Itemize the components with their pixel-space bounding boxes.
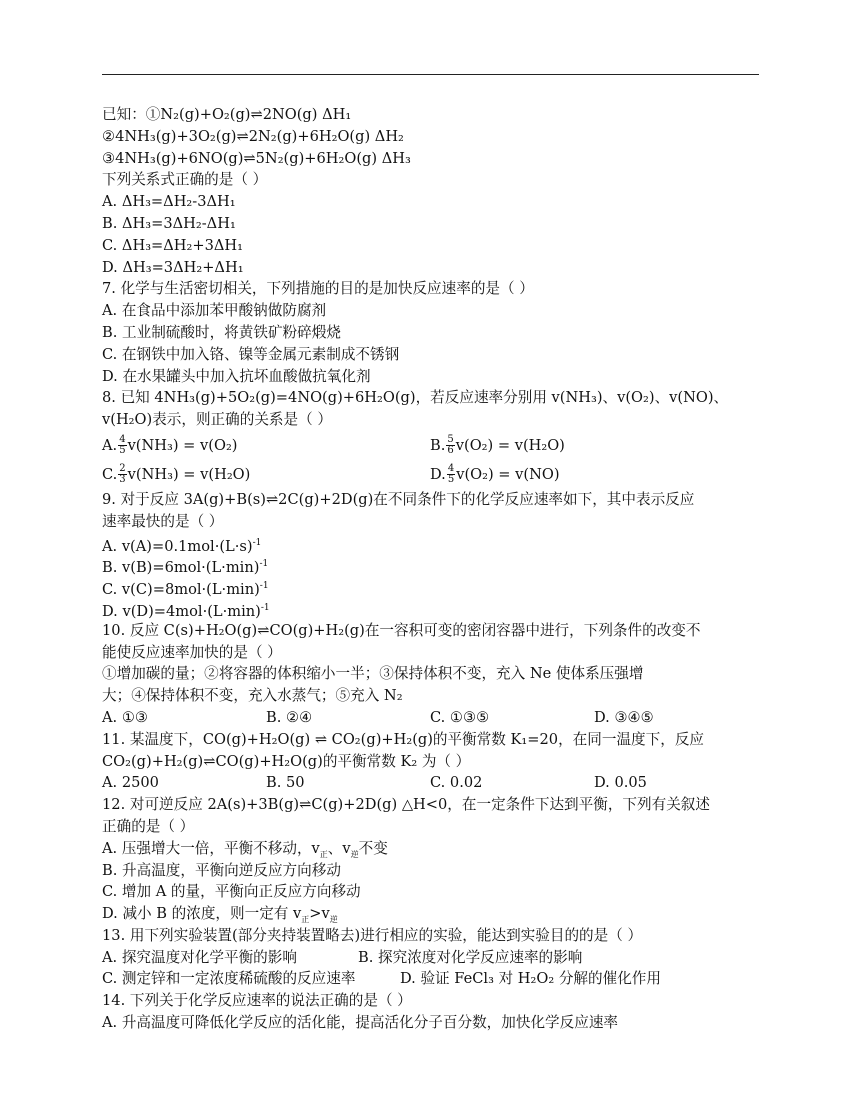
q12-option-b: B. 升高温度，平衡向逆反应方向移动 [102, 861, 341, 879]
q10-options [102, 707, 762, 729]
q11-option-c: C. 0.02 [430, 774, 483, 792]
q6-option-d: D. ΔH₃=3ΔH₂+ΔH₁ [102, 258, 244, 276]
q13-options-row2 [102, 968, 762, 990]
q12-option-c: C. 增加 A 的量，平衡向正反应方向移动 [102, 883, 361, 901]
q9-stem-line1: 9. 对于反应 3A(g)+B(s)⇌2C(g)+2D(g)在不同条件下的化学反应速率如下，其中表示反应 [102, 490, 695, 508]
header-rule [102, 74, 759, 75]
q13-options-row1 [102, 947, 762, 969]
q6-option-c: C. ΔH₃=ΔH₂+3ΔH₁ [102, 236, 244, 254]
q8-option-a: A. $\frac{4}{5}$ v(NH₃) = v(O₂) [102, 434, 238, 457]
q12-stem-line1: 12. 对可逆反应 2A(s)+3B(g)⇌C(g)+2D(g) △H<0，在一定条件下达到平衡，下列有关叙述 [102, 796, 710, 814]
q10-option-c: C. ①③⑤ [430, 708, 490, 726]
q8-option-b: B. $\frac{5}{6}$ v(O₂) = v(H₂O) [430, 434, 565, 457]
q10-option-d: D. ③④⑤ [594, 708, 654, 726]
q8-options-row1 [102, 431, 762, 460]
q9-option-b: B. $v(B)=6mol\cdot(L\cdot\min)^{-1}$ [102, 559, 269, 577]
q8-fraction-a: $\frac{4}{5}$ [119, 434, 126, 457]
q13-option-a: A. 探究温度对化学平衡的影响 [102, 948, 297, 966]
q13-option-b: B. 探究浓度对化学反应速率的影响 [358, 948, 583, 966]
q14-stem: 14. 下列关于化学反应速率的说法正确的是（ ） [102, 992, 412, 1010]
q11-stem-line2: CO₂(g)+H₂(g)⇌CO(g)+H₂O(g)的平衡常数 K₂ 为（ ） [102, 752, 471, 770]
q7-stem: 7. 化学与生活密切相关，下列措施的目的是加快反应速率的是（ ） [102, 280, 534, 298]
q10-conditions-line1: ①增加碳的量；②将容器的体积缩小一半；③保持体积不变，充入 Ne 使体系压强增 [102, 665, 644, 683]
q11-option-a: A. 2500 [102, 774, 159, 792]
q11-stem-line1: 11. 某温度下，CO(g)+H₂O(g) ⇌ CO₂(g)+H₂(g)的平衡常数 K₁=20，在同一温度下，反应 [102, 730, 705, 748]
q10-conditions-line2: 大；④保持体积不变，充入水蒸气；⑤充入 N₂ [102, 687, 403, 705]
q6-option-b: B. ΔH₃=3ΔH₂-ΔH₁ [102, 214, 236, 232]
q13-option-c: C. 测定锌和一定浓度稀硫酸的反应速率 [102, 970, 356, 988]
q9-stem-line2: 速率最快的是（ ） [102, 512, 224, 530]
q7-option-a: A. 在食品中添加苯甲酸钠做防腐剂 [102, 302, 327, 320]
q10-option-a: A. ①③ [102, 708, 148, 726]
q6-eq3: ③4NH₃(g)+6NO(g)⇌5N₂(g)+6H₂O(g) ΔH₃ [102, 149, 411, 167]
q8-options-row2 [102, 460, 762, 489]
q8-stem-line2: v(H₂O)表示，则正确的关系是（ ） [102, 411, 332, 429]
q9-option-c: C. $v(C)=8mol\cdot(L\cdot\min)^{-1}$ [102, 581, 269, 598]
q7-option-d: D. 在水果罐头中加入抗坏血酸做抗氧化剂 [102, 367, 371, 385]
q6-option-a: A. ΔH₃=ΔH₂-3ΔH₁ [102, 193, 236, 211]
q6-intro: 已知：①N₂(g)+O₂(g)⇌2NO(g) ΔH₁ [102, 106, 352, 123]
q8-fraction-b: $\frac{5}{6}$ [447, 434, 454, 457]
q9-option-d: D. $v(D)=4mol\cdot(L\cdot\min)^{-1}$ [102, 602, 270, 620]
q6-stem: 下列关系式正确的是（ ） [102, 171, 268, 189]
q8-option-d: D. $\frac{4}{5}$ v(O₂) = v(NO) [430, 463, 560, 486]
q7-option-b: B. 工业制硫酸时，将黄铁矿粉碎煅烧 [102, 323, 341, 341]
q10-stem-line1: 10. 反应 C(s)+H₂O(g)⇌CO(g)+H₂(g)在一容积可变的密闭容器中进行，下列条件的改变不 [102, 621, 701, 639]
q12-stem-line2: 正确的是（ ） [102, 817, 195, 835]
q14-option-a: A. 升高温度可降低化学反应的活化能，提高活化分子百分数，加快化学反应速率 [102, 1014, 619, 1032]
q13-option-d: D. 验证 FeCl₃ 对 H₂O₂ 分解的催化作用 [400, 970, 661, 988]
q10-stem-line2: 能使反应速率加快的是（ ） [102, 643, 282, 661]
q12-option-a: A. 压强增大一倍，平衡不移动，$v_正$、$v_逆$不变 [102, 839, 388, 859]
q8-option-c: C. $\frac{2}{3}$ v(NH₃) = v(H₂O) [102, 463, 251, 486]
q11-options [102, 772, 762, 794]
q10-option-b: B. ②④ [266, 708, 313, 726]
q11-option-b: B. 50 [266, 774, 305, 792]
q6-eq2: ②4NH₃(g)+3O₂(g)⇌2N₂(g)+6H₂O(g) ΔH₂ [102, 127, 404, 145]
q12-option-d: D. 减小 B 的浓度，则一定有 $v_正>v_逆$ [102, 905, 338, 924]
q7-option-c: C. 在钢铁中加入铬、镍等金属元素制成不锈钢 [102, 345, 400, 363]
q13-stem: 13. 用下列实验装置(部分夹持装置略去)进行相应的实验，能达到实验目的的是（ ） [102, 926, 643, 944]
q8-fraction-c: $\frac{2}{3}$ [119, 463, 126, 486]
q11-option-d: D. 0.05 [594, 774, 647, 792]
document-body [102, 104, 762, 1034]
q9-option-a: A. $v(A)=0.1mol\cdot(L\cdot s)^{-1}$ [102, 537, 262, 555]
q8-stem-line1: 8. 已知 4NH₃(g)+5O₂(g)=4NO(g)+6H₂O(g)，若反应速率分别用 v(NH₃)、v(O₂)、v(NO)、 [102, 389, 729, 407]
q8-fraction-d: $\frac{4}{5}$ [447, 463, 455, 486]
